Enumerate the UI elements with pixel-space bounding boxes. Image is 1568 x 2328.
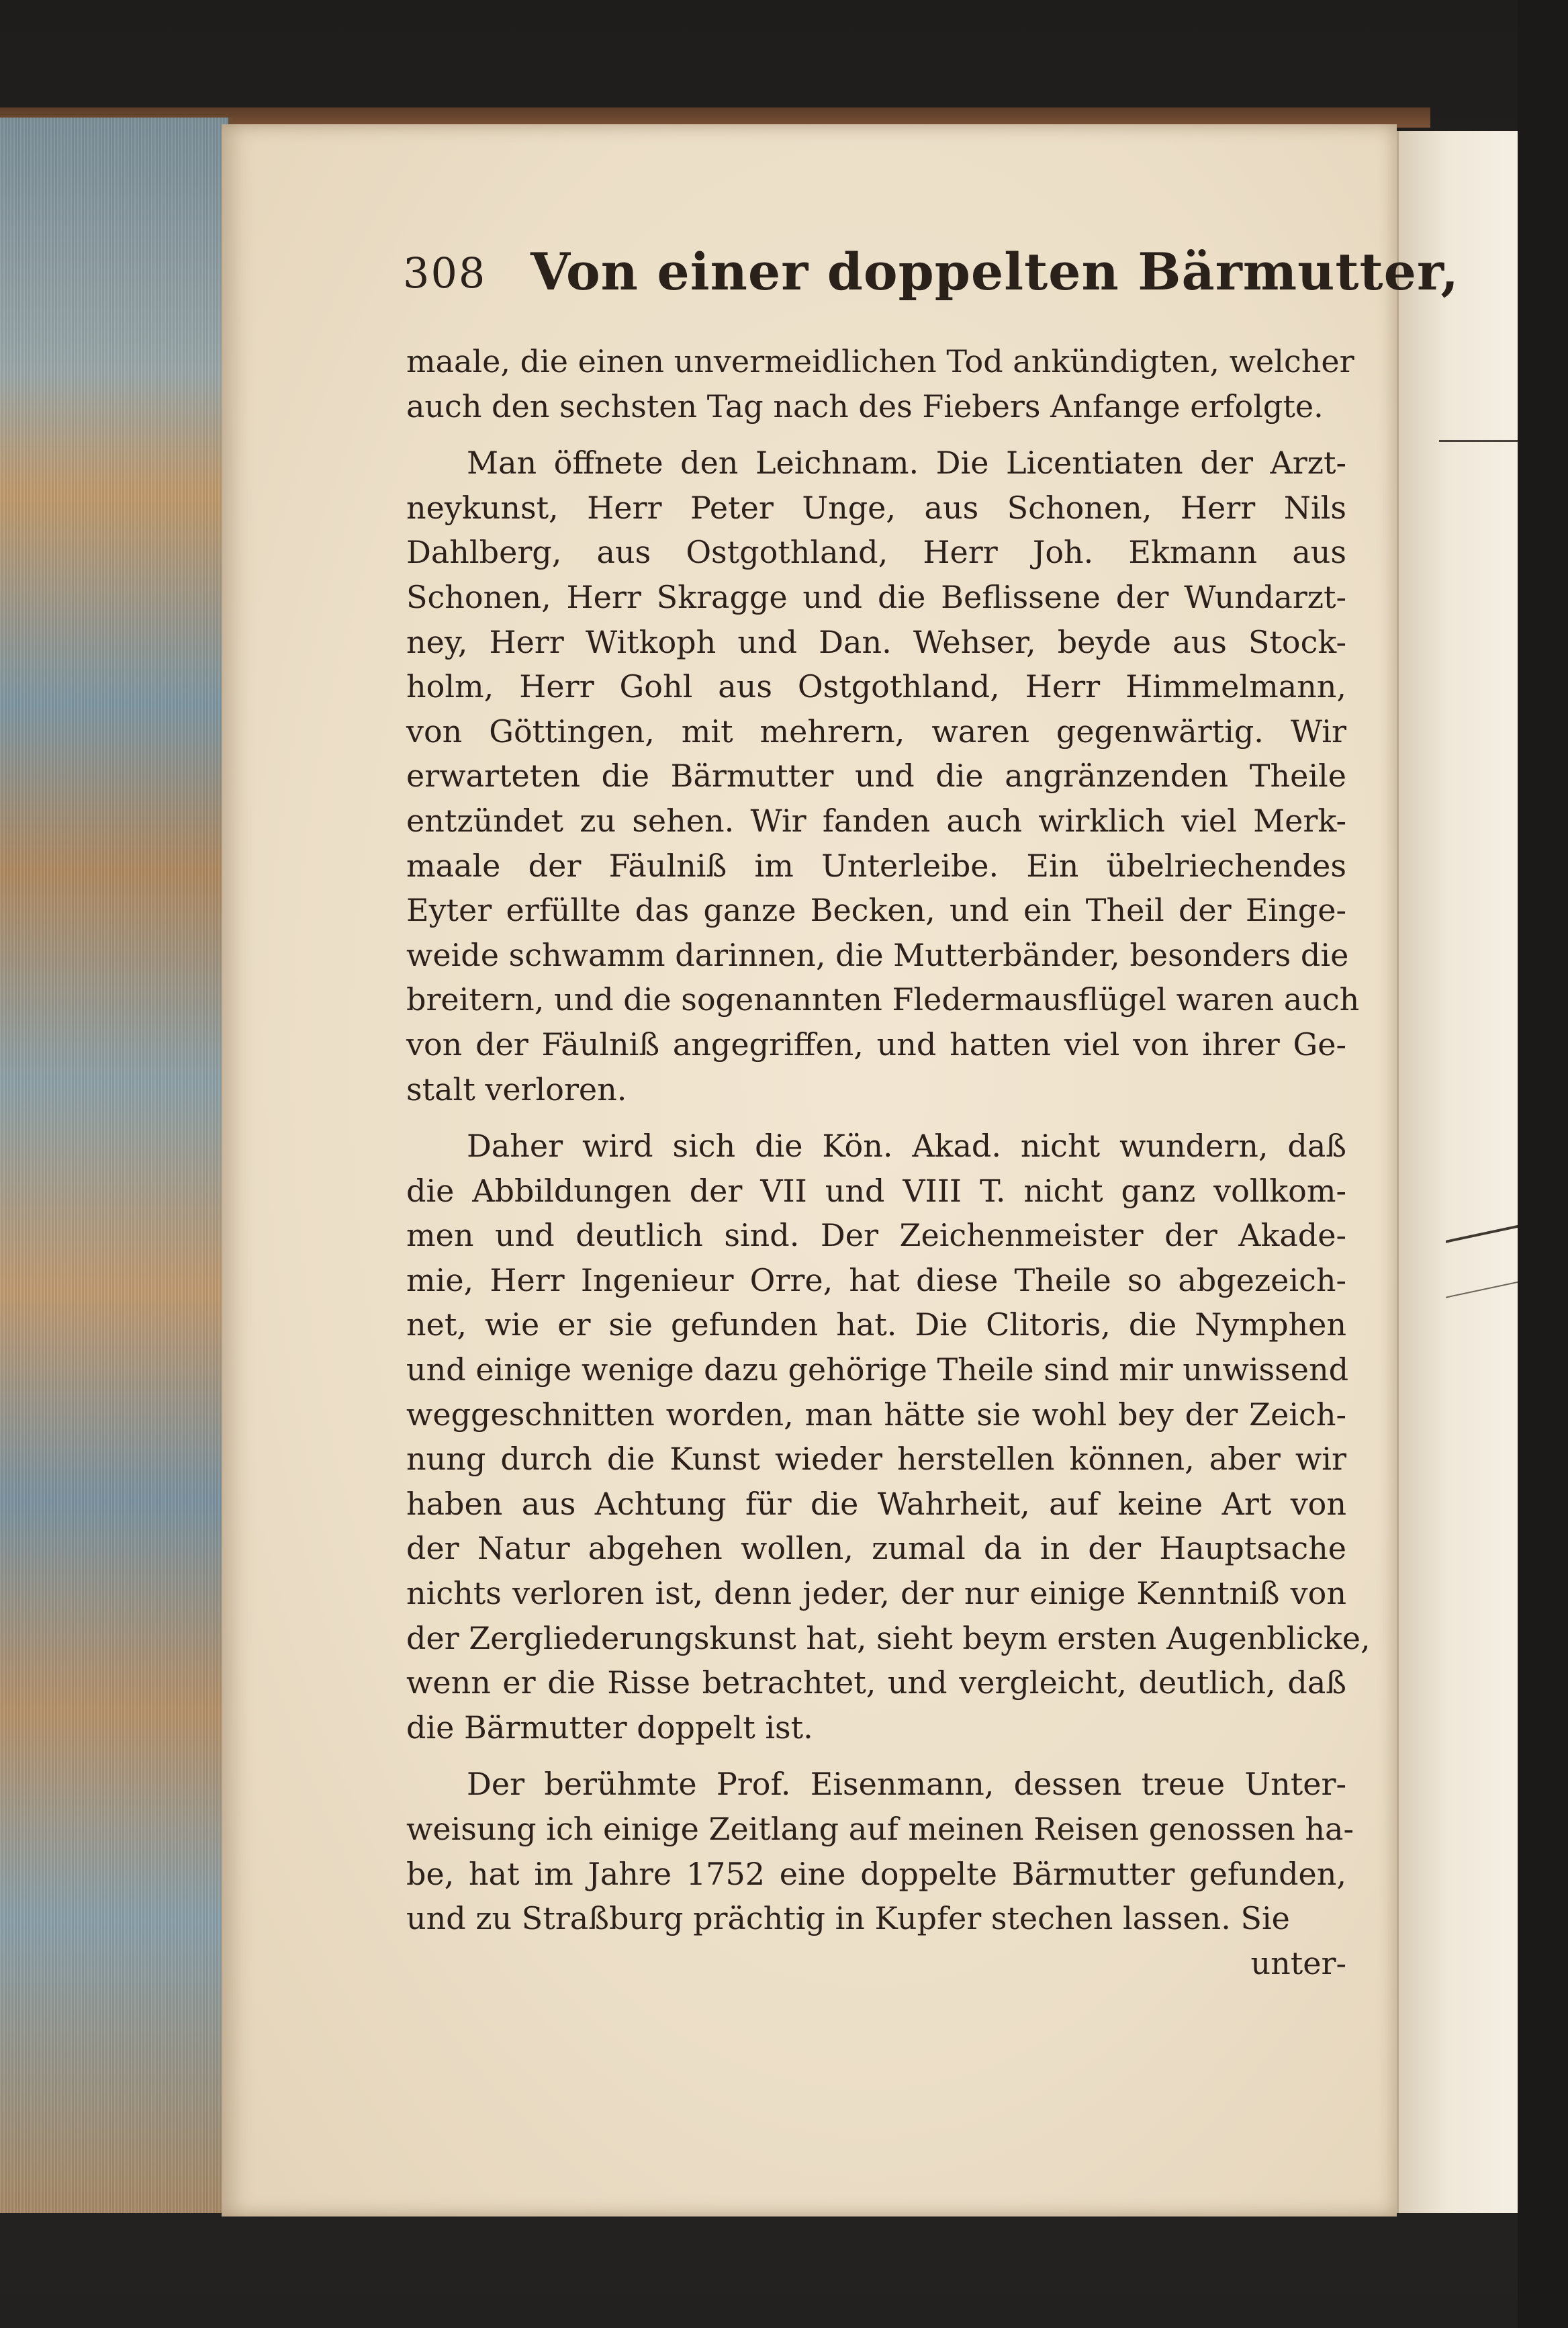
paragraph — [406, 1762, 1354, 1940]
text-line: weide schwamm darinnen, die Mutterbänder, besonders die — [406, 936, 1349, 973]
paragraph-gap — [406, 1112, 1346, 1124]
text-line: breitern, und die sogenannten Fledermausflügel waren auch — [406, 981, 1360, 1018]
text-line: die Abbildungen der VII und VIII T. nicht ganz vollkom- — [406, 1172, 1346, 1209]
text-line: stalt verloren. — [406, 1071, 627, 1108]
page-header — [403, 242, 1459, 309]
text-line: von Göttingen, mit mehrern, waren gegenwärtig. Wir — [406, 713, 1346, 750]
text-line: mie, Herr Ingenieur Orre, hat diese Theile so abgezeich- — [406, 1261, 1346, 1298]
text-line: weggeschnitten worden, man hätte sie wohl bey der Zeich- — [406, 1396, 1346, 1433]
text-line: entzündet zu sehen. Wir fanden auch wirklich viel Merk- — [406, 802, 1346, 839]
paragraph-gap — [406, 1750, 1346, 1762]
text-line: nichts verloren ist, denn jeder, der nur einige Kenntniß von — [406, 1575, 1346, 1612]
paragraph-gap — [406, 429, 1346, 441]
text-line: nung durch die Kunst wieder herstellen können, aber wir — [406, 1441, 1346, 1478]
text-line: weisung ich einige Zeitlang auf meinen Reisen genossen ha- — [406, 1811, 1354, 1847]
text-line: die Bärmutter doppelt ist. — [406, 1709, 813, 1746]
text-line: und einige wenige dazu gehörige Theile sind mir unwissend — [406, 1351, 1349, 1388]
text-line: Eyter erfüllte das ganze Becken, und ein Theil der Einge- — [406, 892, 1346, 929]
facing-page-rule — [1439, 440, 1520, 442]
text-line: maale, die einen unvermeidlichen Tod ankündigten, welcher — [406, 343, 1354, 379]
text-line: wenn er die Risse betrachtet, und vergleicht, deutlich, daß — [406, 1664, 1346, 1701]
text-line: ney, Herr Witkoph und Dan. Wehser, beyde aus Stock- — [406, 623, 1346, 660]
paragraph — [406, 1124, 1371, 1750]
text-line: und zu Straßburg prächtig in Kupfer stechen lassen. Sie — [406, 1900, 1290, 1937]
facing-page-edge — [1397, 131, 1520, 2213]
text-line: net, wie er sie gefunden hat. Die Clitoris, die Nymphen — [406, 1306, 1346, 1343]
text-line: men und deutlich sind. Der Zeichenmeister der Akade- — [406, 1217, 1346, 1254]
text-line: Schonen, Herr Skragge und die Beflissene der Wundarzt- — [406, 578, 1346, 615]
text-line: neykunst, Herr Peter Unge, aus Schonen, Herr Nils — [406, 489, 1346, 526]
text-line: auch den sechsten Tag nach des Fiebers Anfange erfolgte. — [406, 388, 1324, 424]
text-line: von der Fäulniß angegriffen, und hatten viel von ihrer Ge- — [406, 1026, 1346, 1063]
text-line: Man öffnete den Leichnam. Die Licentiaten der Arzt- — [467, 445, 1346, 482]
text-line: Der berühmte Prof. Eisenmann, dessen treue Unter- — [467, 1766, 1346, 1803]
facing-page-engraving-fragment — [1446, 1224, 1520, 1298]
running-title: Von einer doppelten Bärmutter, — [531, 242, 1459, 302]
text-line: haben aus Achtung für die Wahrheit, auf keine Art von — [406, 1485, 1346, 1522]
text-line: der Zergliederungskunst hat, sieht beym ersten Augenblicke, — [406, 1619, 1371, 1656]
page-number: 308 — [403, 249, 487, 298]
text-line: der Natur abgehen wollen, zumal da in der Hauptsache — [406, 1530, 1346, 1567]
body-text — [406, 339, 1371, 1985]
book-fore-edge — [0, 118, 232, 2213]
text-line: be, hat im Jahre 1752 eine doppelte Bärmutter gefunden, — [406, 1855, 1346, 1892]
catchword: unter- — [1250, 1944, 1346, 1981]
text-line: erwarteten die Bärmutter und die angränzenden Theile — [406, 758, 1346, 795]
text-line: maale der Fäulniß im Unterleibe. Ein übelriechendes — [406, 847, 1346, 884]
text-line: holm, Herr Gohl aus Ostgothland, Herr Himmelmann, — [406, 668, 1346, 705]
text-line: Dahlberg, aus Ostgothland, Herr Joh. Ekmann aus — [406, 534, 1346, 571]
scan-right-margin — [1518, 0, 1568, 2328]
text-line: Daher wird sich die Kön. Akad. nicht wundern, daß — [467, 1128, 1346, 1165]
paragraph — [406, 339, 1354, 429]
paragraph — [406, 441, 1360, 1112]
